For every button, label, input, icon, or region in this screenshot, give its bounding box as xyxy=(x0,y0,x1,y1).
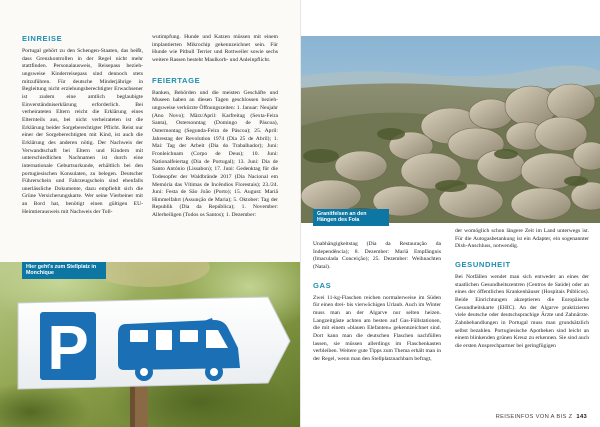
gas-text-continued: der womöglich schon längere Zeit im Land unterwegs ist. Für die Autogasbetankung ist ein Adapter, ein sogenannter Dish-Anschluss, notwendig. xyxy=(455,228,589,250)
right-page xyxy=(300,0,600,427)
right-column-1 xyxy=(313,241,441,364)
left-column-1 xyxy=(22,34,143,216)
gas-text: Zwei 11-kg-Flaschen reichen normalerweise im Süden für einen drei- bis vierwöchigen Urlaub. Auch im Winter muss man an der Algarve nur selten heizen. Langzeitgäste achten am besten auf Gas-Füllstationen, die mit einem »blauen Elefanten« gekennzeichnet sind. Dort kann man die deutschen Flaschen nachfüllen lassen, sie müssen allerdings im Flaschenkasten verbleiben. Weitere gute Tipps zum Thema erhält man in der Regel, wenn man den Stellplatznachbarn befragt, xyxy=(313,294,441,362)
page-footer xyxy=(496,414,587,420)
einreise-text-continued: wutimpfung. Hunde und Katzen müssen mit einem implantierten Mikrochip gekennzeichnet sein. Für Hunde wie Pitbull Terrier und Rottweiler sowie sechs weitere Rassen besteht Maulkorb- und Anleinpflicht. xyxy=(152,34,278,63)
left-column-2 xyxy=(152,34,278,220)
parking-sign-photo xyxy=(0,262,300,427)
gesundheit-text: Bei Notfällen wendet man sich entweder an eines der staatlichen Gesundheitszentren (Centros de Saúde) oder an eines der öffentlichen Krankenhäuser (Hospitais Públicos). Beide Einrichtungen akzeptieren die Europäische Gesundheitskarte (EHIC). An der Algarve praktizieren viele deutsche oder deutschsprachige Ärzte und Zahnärzte. Zahnbehandlungen in Portugal muss man grundsätzlich selbst bezahlen. Portugiesische Apotheken sind leicht an einem blinkenden grünen Kreuz zu erkennen. Sie sind auch die ersten Ansprechpartner bei geringfügigen xyxy=(455,273,589,349)
granite-caption: Granitfelsen an den Hängen des Foia xyxy=(313,209,389,226)
parking-sign xyxy=(18,297,290,389)
einreise-heading: EINREISE xyxy=(22,34,63,43)
feiertage-text-continued: Unabhängigkeitstag (Dia da Restauração da Independência); 8. Dezember: Mariä Empfängnis (Imaculada Conceição); 25. Dezember: Weihnachten (Natal). xyxy=(313,241,441,270)
feiertage-text: Banken, Behörden und die meisten Geschäfte und Museen haben an diesen Tagen geschlossen beziehungsweise verkürzte Öffnungszeiten: 1. Januar: Neujahr (Ano Novo); März/April: Karfreitag (Sexta-Feira Santa), Ostersonntag (Domingo de Páscoa), Ostermontag (Segunda-Feira de Páscoa); 25. April: Jahrestag der Revolution 1974 (Dia 25 de Abril); 1. Mai: Tag der Arbeit (Dia do Trabalhador); Juni: Fronleichnam (Corpo de Deus); 10. Juni: Nationalfeiertag (Dia de Portugal); 13. Juni: Dia de Santo António (Lissabon); 17. Juni: Gedenktag für die Todesopfer der Waldbrände 2017 (Dia Nacional em Memória das Vítimas de Incêndios Florestais); 23./24. Juni: Festa de São João (Porto); 15. August: Mariä Himmelfahrt (Assunção de Maria); 5. Oktober: Tag der Republik (Dia da República); 1. November: Allerheiligen (Todos os Santos); 1. Dezember: xyxy=(152,89,278,219)
page-number: 143 xyxy=(576,414,587,420)
gesundheit-heading: GESUNDHEIT xyxy=(455,259,511,269)
stellplatz-caption: Hier geht's zum Stellplatz in Monchique xyxy=(22,262,106,279)
einreise-text: Portugal gehört zu den Schengen-Staaten, das heißt, dass Grenzkontrollen in der Regel nicht mehr stattfinden. Personalausweis, Reisepass beziehungsweise Kinderreisepass sind dennoch stets mitzuführen. Für deutsche Minderjährige in Begleitung nicht erziehungsberechtigter Erwachsener ist zudem eine amtlich beglaubigte Einverständniserklärung erforderlich. Bei verheirateten Eltern reicht die Erklärung eines Elternteils aus, bei nicht verheirateten ist die Erklärung beider Sorgeberechtigter Pflicht. Reist nur einer der Sorgeberechtigten mit Kind, ist auch die Erklärung des anderen nötig. Der Nachweis der Verwandtschaft bei Eltern und Kindern mit unterschiedlichen Nachnamen ist durch eine internationale Geburtsurkunde, erhältlich bei den portugiesischen Konsulaten, zu belegen. Deutscher Führerschein und Fahrzeugschein sind ebenfalls unerlässliche Dokumente, dazu empfiehlt sich die Grüne Versicherungskarte. Wer seine Vierbeiner mit an Bord hat, benötigt einen gültigen EU-Heimtierausweis mit Nachweis der Toll- xyxy=(22,48,143,215)
granite-rocks-photo xyxy=(301,36,600,223)
right-column-2 xyxy=(455,228,589,351)
feiertage-heading: FEIERTAGE xyxy=(152,75,201,85)
parking-p-letter: P xyxy=(47,314,89,383)
gas-heading: GAS xyxy=(313,280,332,290)
footer-section-title: REISEINFOS VON A BIS Z xyxy=(495,414,573,420)
